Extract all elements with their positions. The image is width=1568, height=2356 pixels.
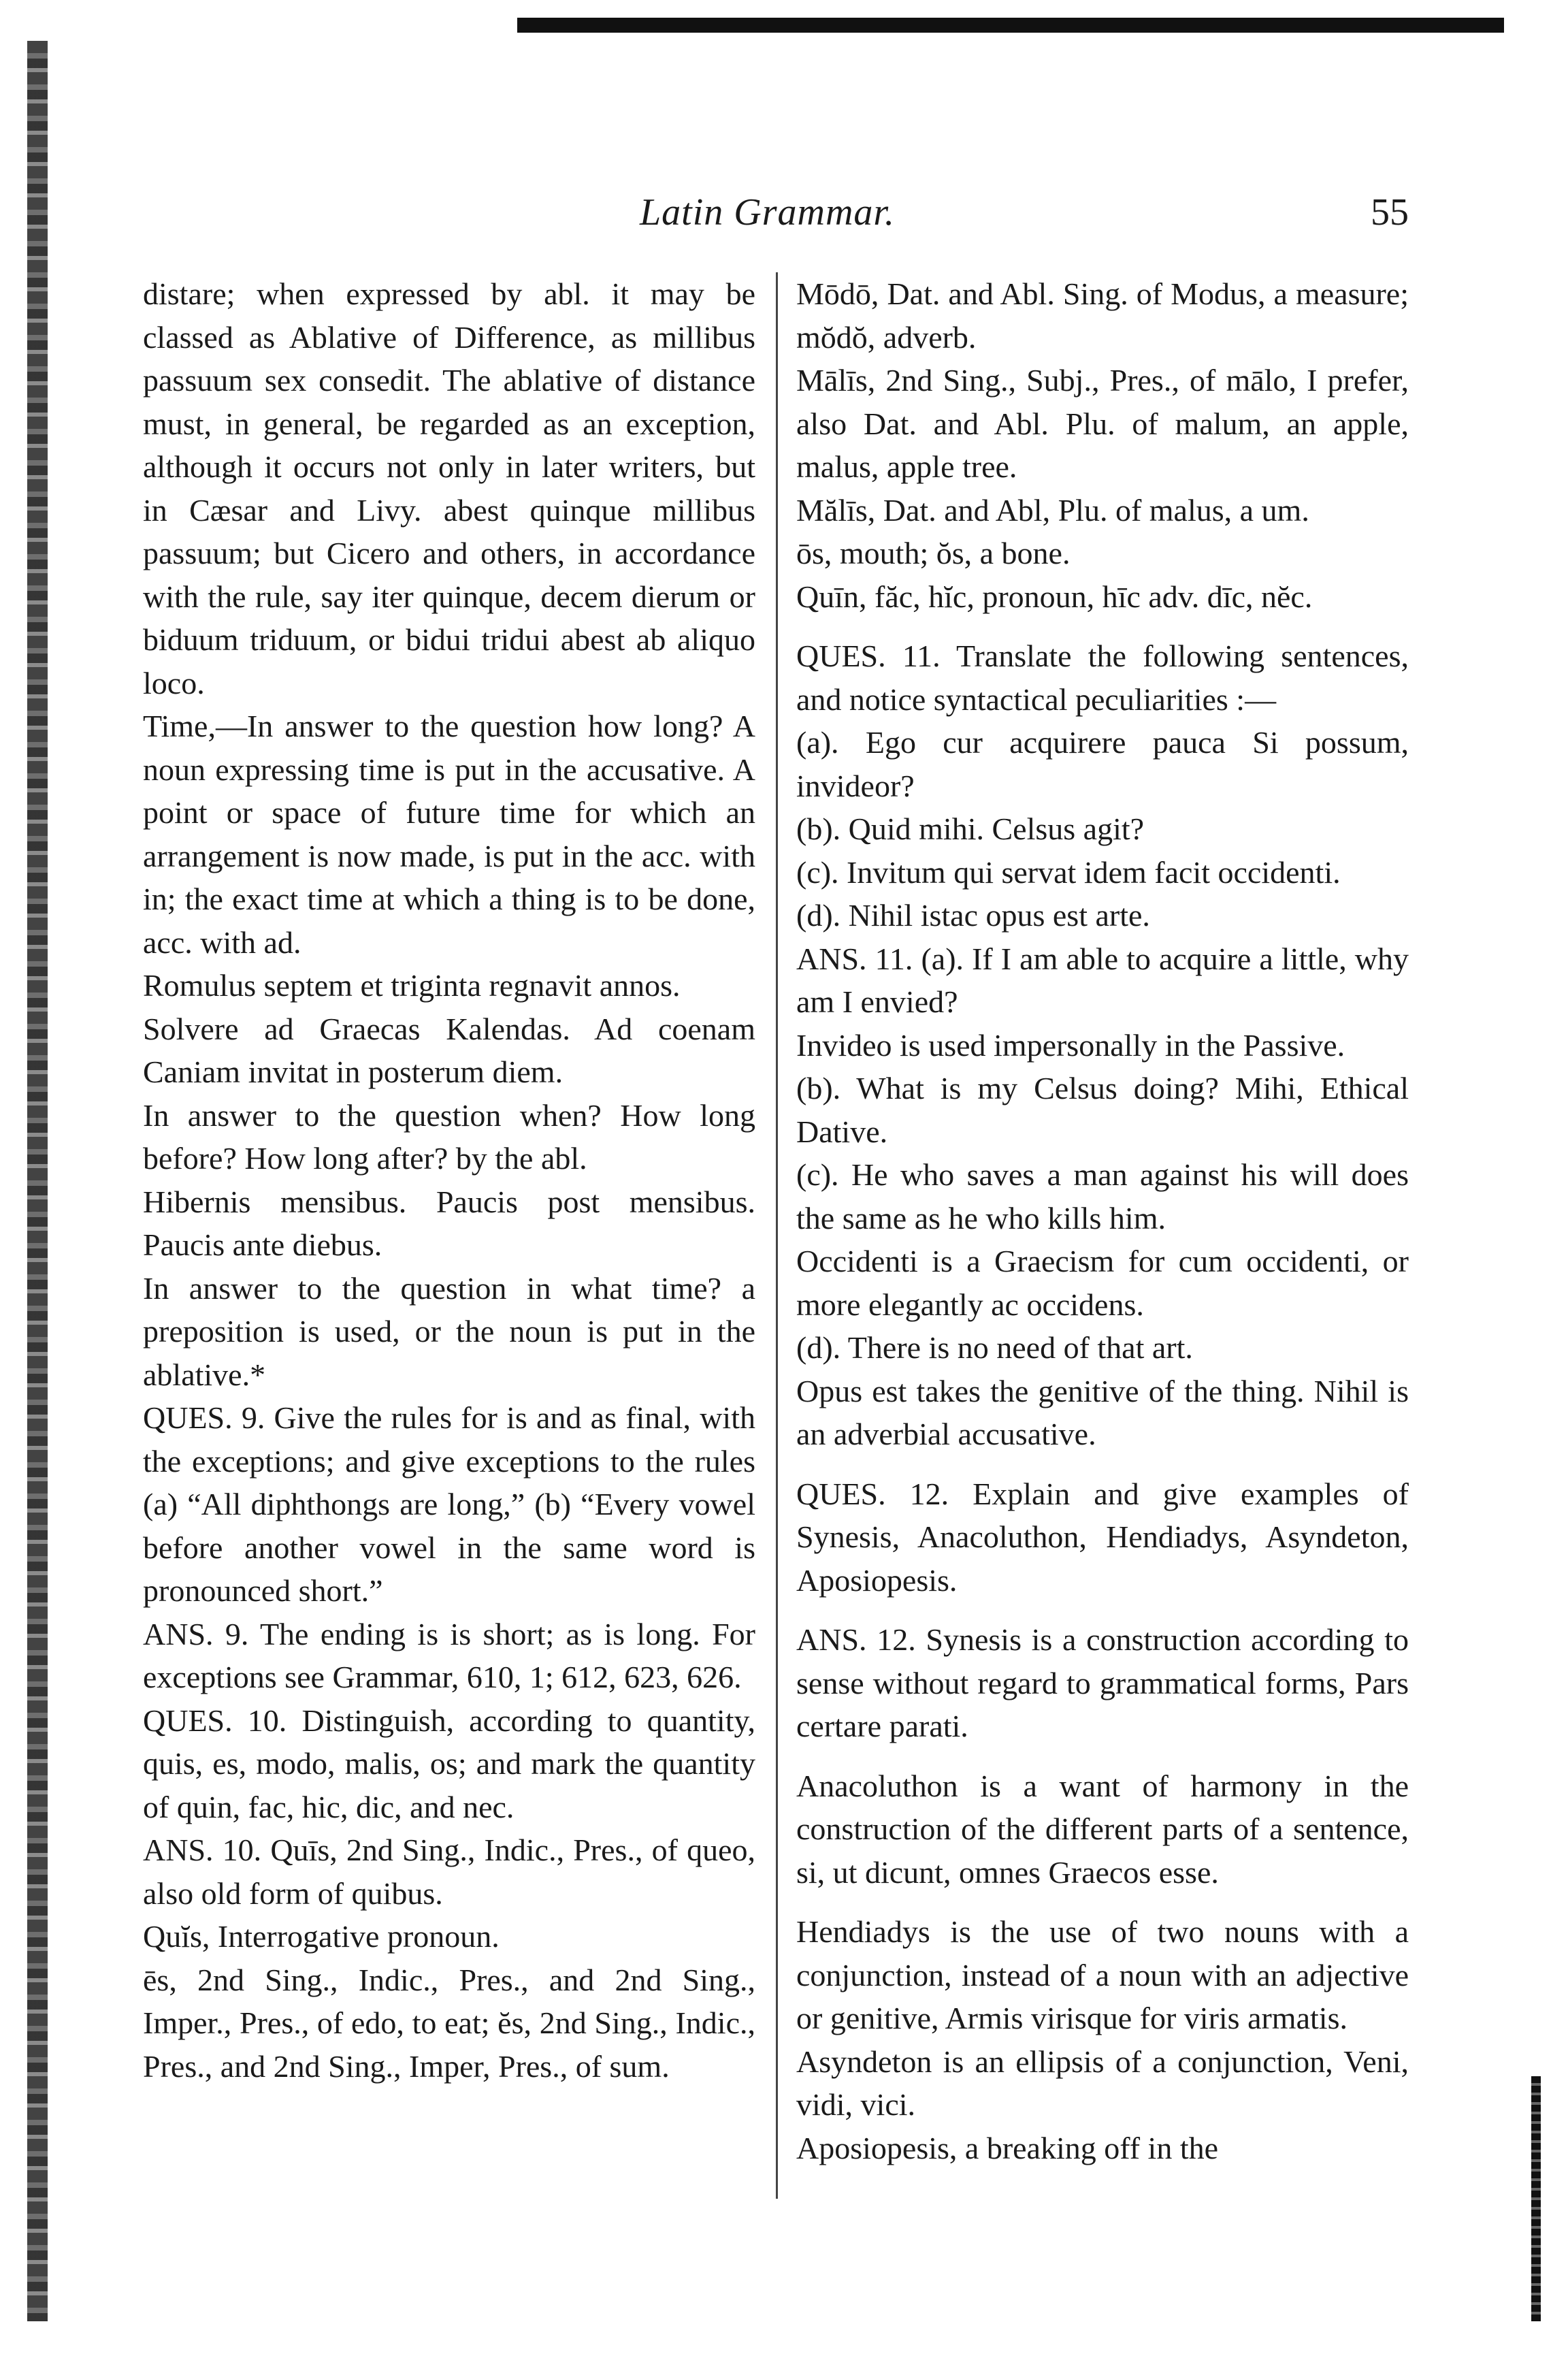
paragraph: In answer to the question when? How long before? How long after? by the abl. — [143, 1097, 755, 1176]
paragraph: Opus est takes the genitive of the thing. Nihil is an adverbial accusative. — [796, 1373, 1409, 1451]
paragraph: (b). Quid mihi. Celsus agit? — [796, 811, 1145, 846]
paragraph: Mōdō, Dat. and Abl. Sing. of Modus, a measure; mŏdŏ, adverb. — [796, 276, 1409, 355]
running-head — [143, 191, 1409, 245]
paragraph: Asyndeton is an ellipsis of a conjunction, Veni, vidi, vici. — [796, 2044, 1409, 2122]
left-column — [143, 272, 755, 2088]
paragraph: Aposiopesis, a breaking off in the — [796, 2130, 1219, 2165]
paragraph: Hibernis mensibus. Paucis post mensibus. Paucis ante diebus. — [143, 1184, 755, 1262]
paragraph: QUES. 12. Explain and give examples of Synesis, Anacoluthon, Hendiadys, Asyndeton, Aposiopesis. — [796, 1476, 1409, 1598]
paragraph: (d). There is no need of that art. — [796, 1330, 1193, 1365]
paragraph: Hendiadys is the use of two nouns with a conjunction, instead of a noun with an adjective or genitive, Armis virisque for viris armatis. — [796, 1914, 1409, 2035]
paragraph: Romulus septem et triginta regnavit annos. — [143, 968, 681, 1003]
paragraph: (c). Invitum qui servat idem facit occidenti. — [796, 854, 1341, 890]
paragraph: Quīn, făc, hĭc, pronoun, hīc adv. dīc, nĕc. — [796, 579, 1313, 614]
paragraph: ANS. 10. Quīs, 2nd Sing., Indic., Pres., of queo, also old form of quibus. — [143, 1833, 755, 1911]
paragraph: Time,—In answer to the question how long? A noun expressing time is put in the accusative. A point or space of future time for which an arrangement is now made, is put in the acc. with in; the exact time at which a thing is to be done, acc. with ad. — [143, 709, 755, 960]
paragraph: distare; when expressed by abl. it may be classed as Ablative of Difference, as millibus passuum sex consedit. The ablative of distance must, in general, be regarded as an exception, although it occurs not only in later writers, but in Cæsar and Livy. abest quinque millibus passuum; but Cicero and others, in accordance with the rule, say iter quinque, decem dierum or biduum triduum, or bidui tridui abest ab aliquo loco. — [143, 276, 755, 700]
top-rule — [517, 7, 1504, 33]
paragraph: (b). What is my Celsus doing? Mihi, Ethical Dative. — [796, 1071, 1409, 1149]
paragraph: QUES. 11. Translate the following sentences, and notice syntactical peculiarities :— — [796, 639, 1409, 717]
paragraph: ōs, mouth; ŏs, a bone. — [796, 536, 1071, 570]
page-number: 55 — [1371, 191, 1409, 233]
paragraph: ANS. 11. (a). If I am able to acquire a little, why am I envied? — [796, 941, 1409, 1019]
paragraph: QUES. 9. Give the rules for is and as final, with the exceptions; and give exceptions to the rules (a) “All diphthongs are long,” (b) “Every vowel before another vowel in the same word is pronounced short.” — [143, 1400, 755, 1608]
paragraph: Anacoluthon is a want of harmony in the construction of the different parts of a sentence, si, ut dicunt, omnes Graecos esse. — [796, 1768, 1409, 1890]
paragraph: Occidenti is a Graecism for cum occidenti, or more elegantly ac occidens. — [796, 1244, 1409, 1322]
paragraph: Mālīs, 2nd Sing., Subj., Pres., of mālo, I prefer, also Dat. and Abl. Plu. of malum, an apple, malus, apple tree. — [796, 363, 1409, 484]
paragraph: ANS. 9. The ending is is short; as is long. For exceptions see Grammar, 610, 1; 612, 623, 626. — [143, 1616, 755, 1694]
paragraph: Mălīs, Dat. and Abl, Plu. of malus, a um. — [796, 492, 1309, 528]
column-divider — [776, 272, 778, 2199]
paragraph: Quĭs, Interrogative pronoun. — [143, 1919, 500, 1954]
paragraph: In answer to the question in what time? a preposition is used, or the noun is put in the ablative.* — [143, 1270, 755, 1392]
scan-edge-right — [1531, 2076, 1541, 2321]
paragraph: (c). He who saves a man against his will does the same as he who kills him. — [796, 1157, 1409, 1236]
paragraph: (a). Ego cur acquirere pauca Si possum, invideor? — [796, 725, 1409, 803]
page-title: Latin Grammar. — [640, 191, 895, 233]
paragraph: ēs, 2nd Sing., Indic., Pres., and 2nd Sing., Imper., Pres., of edo, to eat; ĕs, 2nd Sing., Indic., Pres., and 2nd Sing., Imper, Pres., of sum. — [143, 1962, 755, 2084]
right-column — [796, 272, 1409, 2169]
paragraph: (d). Nihil istac opus est arte. — [796, 898, 1150, 933]
paragraph: ANS. 12. Synesis is a construction according to sense without regard to grammatical forms, Pars certare parati. — [796, 1622, 1409, 1743]
scan-edge-left — [27, 41, 48, 2321]
paragraph: Invideo is used impersonally in the Passive. — [796, 1027, 1345, 1063]
paragraph: Solvere ad Graecas Kalendas. Ad coenam Caniam invitat in posterum diem. — [143, 1011, 755, 1089]
paragraph: QUES. 10. Distinguish, according to quantity, quis, es, modo, malis, os; and mark the quantity of quin, fac, hic, dic, and nec. — [143, 1703, 755, 1824]
